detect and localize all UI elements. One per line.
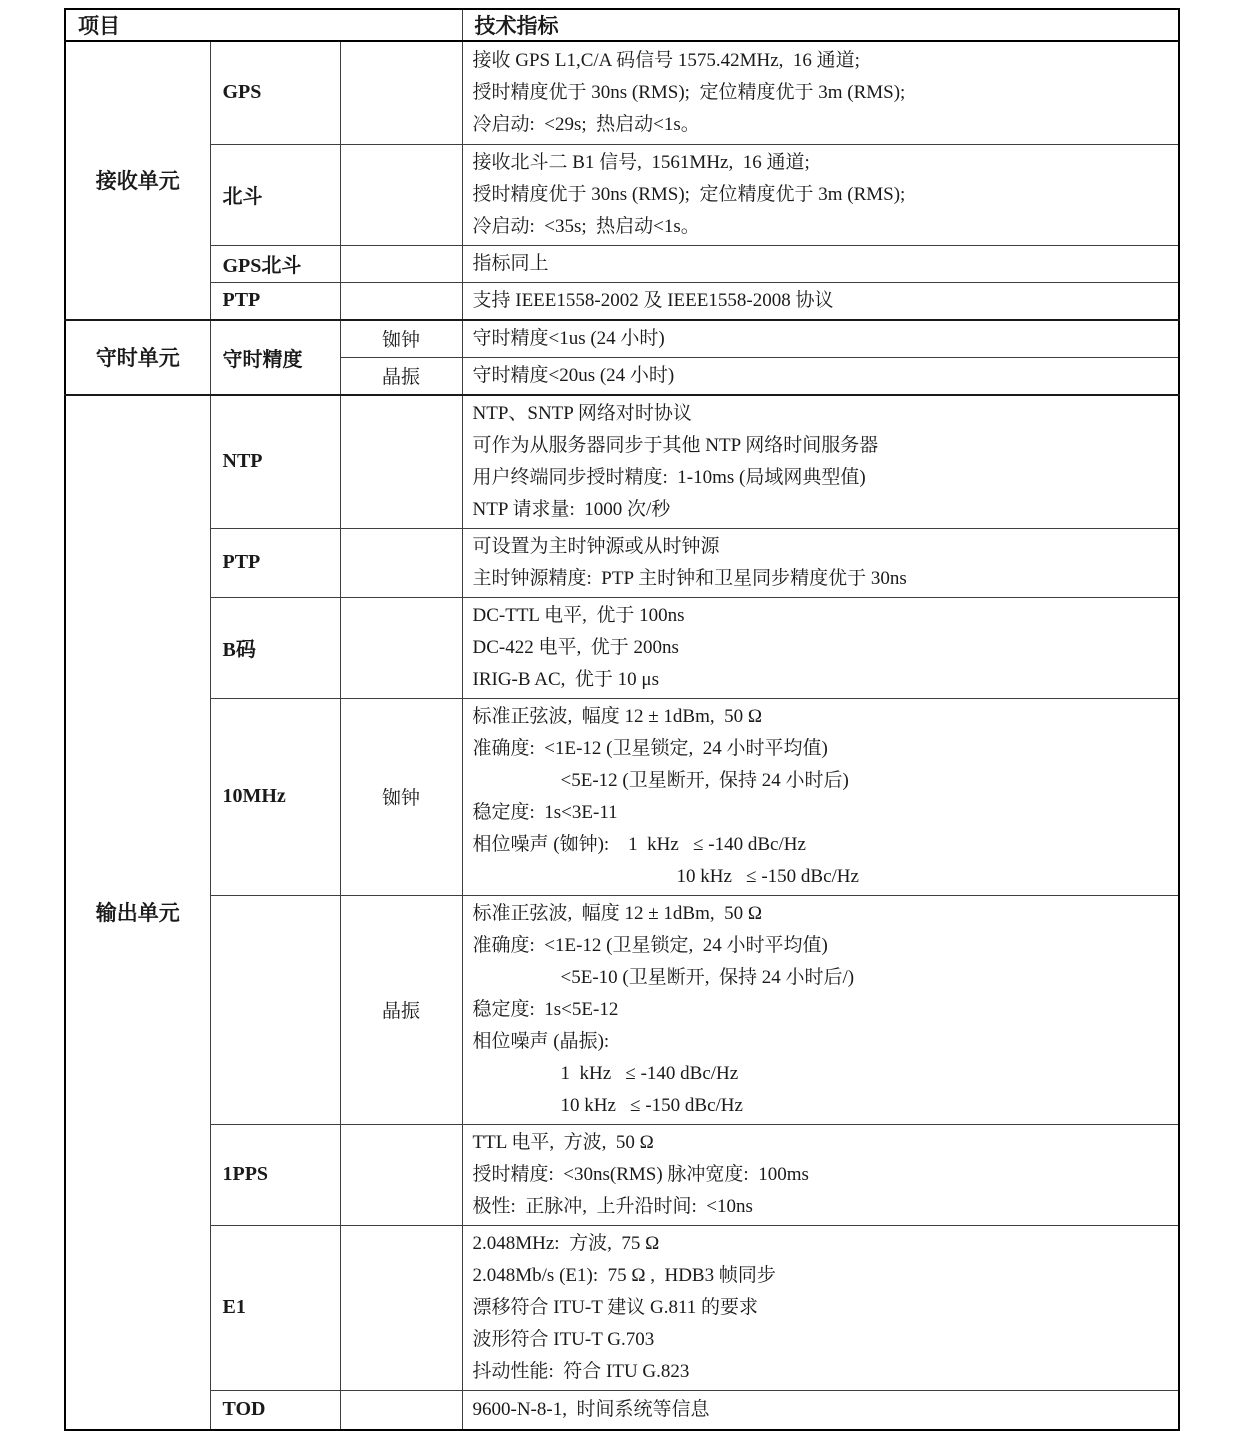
sub-gps-beidou-empty xyxy=(340,245,462,282)
row-1pps xyxy=(65,1124,1179,1225)
spec-ptp-recv: 支持 IEEE1558-2002 及 IEEE1558-2008 协议 xyxy=(462,282,1179,320)
label-e1: E1 xyxy=(210,1225,340,1390)
spec-ptp-out: 可设置为主时钟源或从时钟源 主时钟源精度: PTP 主时钟和卫星同步精度优于 30ns xyxy=(462,528,1179,597)
sub-tod-empty xyxy=(340,1390,462,1430)
row-b-code xyxy=(65,597,1179,698)
sub-10mhz-rb: 铷钟 xyxy=(340,698,462,895)
spec-gps-beidou: 指标同上 xyxy=(462,245,1179,282)
label-tod: TOD xyxy=(210,1390,340,1430)
spec-e1: 2.048MHz: 方波, 75 Ω 2.048Mb/s (E1): 75 Ω , HDB3 帧同步 漂移符合 ITU-T 建议 G.811 的要求 波形符合 ITU-T G.703 抖动性能: 符合 ITU G.823 xyxy=(462,1225,1179,1390)
sub-ptp-recv-empty xyxy=(340,282,462,320)
label-gps: GPS xyxy=(210,41,340,144)
row-beidou xyxy=(65,144,1179,245)
header-spec: 技术指标 xyxy=(462,9,1179,41)
sub-gps-empty xyxy=(340,41,462,144)
spec-table xyxy=(64,8,1180,1431)
group-output: 输出单元 xyxy=(65,395,210,1431)
sub-ptp-out-empty xyxy=(340,528,462,597)
row-ptp-out xyxy=(65,528,1179,597)
sub-b-code-empty xyxy=(340,597,462,698)
row-e1 xyxy=(65,1225,1179,1390)
label-ptp-out: PTP xyxy=(210,528,340,597)
label-1pps: 1PPS xyxy=(210,1124,340,1225)
label-beidou: 北斗 xyxy=(210,144,340,245)
spec-holdover-xo: 守时精度<20us (24 小时) xyxy=(462,357,1179,395)
label-b-code: B码 xyxy=(210,597,340,698)
row-holdover-rb xyxy=(65,320,1179,358)
group-timekeeping: 守时单元 xyxy=(65,320,210,395)
sub-10mhz-xo: 晶振 xyxy=(340,895,462,1124)
spec-ntp: NTP、SNTP 网络对时协议 可作为从服务器同步于其他 NTP 网络时间服务器 用户终端同步授时精度: 1-10ms (局域网典型值) NTP 请求量: 1000 次/秒 xyxy=(462,395,1179,529)
spec-holdover-rb: 守时精度<1us (24 小时) xyxy=(462,320,1179,358)
sub-beidou-empty xyxy=(340,144,462,245)
sub-holdover-rb: 铷钟 xyxy=(340,320,462,358)
group-receive: 接收单元 xyxy=(65,41,210,320)
row-tod xyxy=(65,1390,1179,1430)
label-ntp: NTP xyxy=(210,395,340,529)
spec-tod: 9600-N-8-1, 时间系统等信息 xyxy=(462,1390,1179,1430)
header-item: 项目 xyxy=(65,9,462,41)
sub-e1-empty xyxy=(340,1225,462,1390)
label-gps-beidou: GPS北斗 xyxy=(210,245,340,282)
label-ptp-recv: PTP xyxy=(210,282,340,320)
row-10mhz-xo xyxy=(65,895,1179,1124)
spec-b-code: DC-TTL 电平, 优于 100ns DC-422 电平, 优于 200ns IRIG-B AC, 优于 10 μs xyxy=(462,597,1179,698)
row-ptp-recv xyxy=(65,282,1179,320)
row-gps-beidou xyxy=(65,245,1179,282)
spec-10mhz-rb: 标准正弦波, 幅度 12 ± 1dBm, 50 Ω 准确度: <1E-12 (卫星锁定, 24 小时平均值) <5E-12 (卫星断开, 保持 24 小时后) 稳定度: 1s<3E-11 相位噪声 (铷钟): 1 kHz ≤ -140 dBc/Hz 10 kHz ≤ -150 dBc/Hz xyxy=(462,698,1179,895)
spec-gps: 接收 GPS L1,C/A 码信号 1575.42MHz, 16 通道; 授时精度优于 30ns (RMS); 定位精度优于 3m (RMS); 冷启动: <29s; 热启动<1s。 xyxy=(462,41,1179,144)
spec-beidou: 接收北斗二 B1 信号, 1561MHz, 16 通道; 授时精度优于 30ns (RMS); 定位精度优于 3m (RMS); 冷启动: <35s; 热启动<1s。 xyxy=(462,144,1179,245)
row-ntp xyxy=(65,395,1179,529)
spec-1pps: TTL 电平, 方波, 50 Ω 授时精度: <30ns(RMS) 脉冲宽度: 100ms 极性: 正脉冲, 上升沿时间: <10ns xyxy=(462,1124,1179,1225)
label-10mhz: 10MHz xyxy=(210,698,340,895)
sub-holdover-xo: 晶振 xyxy=(340,357,462,395)
header-row xyxy=(65,9,1179,41)
row-10mhz-rb xyxy=(65,698,1179,895)
sub-ntp-empty xyxy=(340,395,462,529)
sub-1pps-empty xyxy=(340,1124,462,1225)
label-10mhz-xo-empty xyxy=(210,895,340,1124)
spec-10mhz-xo: 标准正弦波, 幅度 12 ± 1dBm, 50 Ω 准确度: <1E-12 (卫星锁定, 24 小时平均值) <5E-10 (卫星断开, 保持 24 小时后/) 稳定度: 1s<5E-12 相位噪声 (晶振): 1 kHz ≤ -140 dBc/Hz 10 kHz ≤ -150 dBc/Hz xyxy=(462,895,1179,1124)
label-holdover: 守时精度 xyxy=(210,320,340,395)
row-gps xyxy=(65,41,1179,144)
